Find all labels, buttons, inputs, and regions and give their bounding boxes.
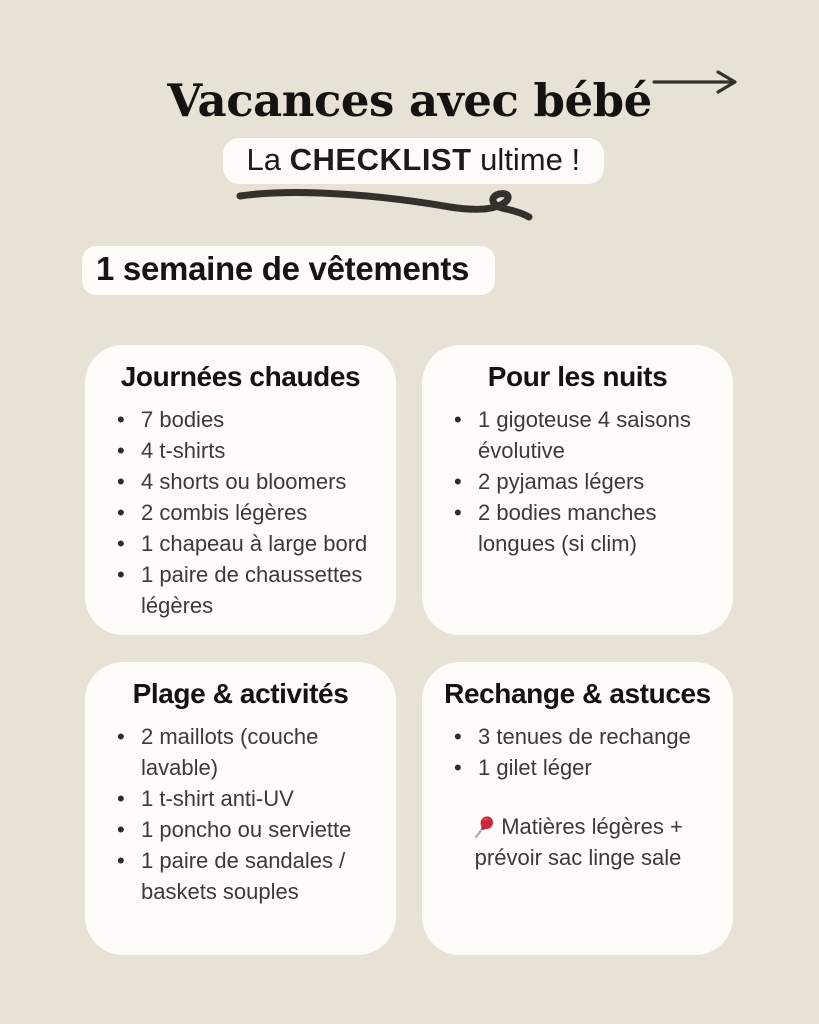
list-item-text: 4 shorts ou bloomers bbox=[141, 469, 347, 494]
list-item bbox=[454, 466, 715, 497]
subtitle-bold: CHECKLIST bbox=[289, 142, 472, 177]
list-item bbox=[117, 783, 378, 814]
list-item bbox=[454, 721, 715, 752]
subtitle-suffix: ultime ! bbox=[471, 142, 581, 177]
bullet-icon: • bbox=[117, 438, 125, 463]
bullet-icon: • bbox=[117, 848, 125, 873]
list-item bbox=[117, 814, 378, 845]
list-item-text: 1 chapeau à large bord bbox=[141, 531, 368, 556]
list-item bbox=[117, 466, 378, 497]
bullet-icon: • bbox=[454, 407, 462, 432]
list-item bbox=[454, 404, 715, 466]
list-item bbox=[117, 845, 378, 907]
list-item-text: 2 maillots (couche lavable) bbox=[141, 724, 319, 780]
bullet-icon: • bbox=[454, 755, 462, 780]
bullet-icon: • bbox=[117, 786, 125, 811]
list-item bbox=[117, 528, 378, 559]
list-item bbox=[117, 404, 378, 435]
card-item-list bbox=[440, 404, 715, 559]
list-item-text: 1 gigoteuse 4 saisons évolutive bbox=[478, 407, 691, 463]
bullet-icon: • bbox=[117, 469, 125, 494]
cards-grid bbox=[85, 345, 733, 955]
card-title: Pour les nuits bbox=[487, 361, 668, 392]
list-item-text: 1 paire de sandales / baskets souples bbox=[141, 848, 346, 904]
card-note-text: Matières légères + prévoir sac linge sale bbox=[474, 814, 683, 870]
list-item-text: 2 combis légères bbox=[141, 500, 308, 525]
list-item-text: 1 t-shirt anti-UV bbox=[141, 786, 294, 811]
bullet-icon: • bbox=[117, 724, 125, 749]
list-item bbox=[454, 752, 715, 783]
page-title: Vacances avec bébé bbox=[167, 74, 652, 127]
card-note bbox=[440, 811, 716, 873]
card-item-list bbox=[103, 404, 378, 621]
section-heading-pill: 1 semaine de vêtements bbox=[82, 246, 495, 295]
list-item-text: 2 bodies manches longues (si clim) bbox=[478, 500, 657, 556]
card-title: Journées chaudes bbox=[120, 361, 361, 392]
bullet-icon: • bbox=[454, 469, 462, 494]
list-item-text: 1 poncho ou serviette bbox=[141, 817, 352, 842]
card-item-list bbox=[103, 721, 378, 907]
bullet-icon: • bbox=[454, 500, 462, 525]
list-item bbox=[454, 497, 715, 559]
list-item bbox=[117, 559, 378, 621]
list-item-text: 2 pyjamas légers bbox=[478, 469, 645, 494]
card-title: Rechange & astuces bbox=[444, 678, 711, 709]
card-journees-chaudes bbox=[85, 345, 396, 635]
list-item-text: 3 tenues de rechange bbox=[478, 724, 691, 749]
list-item bbox=[117, 435, 378, 466]
list-item bbox=[117, 497, 378, 528]
list-item-text: 1 gilet léger bbox=[478, 755, 592, 780]
card-item-list bbox=[440, 721, 715, 783]
list-item-text: 1 paire de chaussettes légères bbox=[141, 562, 363, 618]
list-item-text: 4 t-shirts bbox=[141, 438, 226, 463]
bullet-icon: • bbox=[117, 817, 125, 842]
list-item-text: 7 bodies bbox=[141, 407, 225, 432]
bullet-icon: • bbox=[117, 531, 125, 556]
card-title: Plage & activités bbox=[132, 678, 349, 709]
subtitle-pill bbox=[223, 138, 605, 184]
list-item bbox=[117, 721, 378, 783]
bullet-icon: • bbox=[454, 724, 462, 749]
bullet-icon: • bbox=[117, 407, 125, 432]
card-plage-activites bbox=[85, 662, 396, 955]
card-rechange-astuces bbox=[422, 662, 733, 955]
bullet-icon: • bbox=[117, 562, 125, 587]
squiggle-underline-icon bbox=[232, 182, 534, 228]
subtitle-prefix: La bbox=[246, 142, 290, 177]
pushpin-icon bbox=[473, 815, 497, 839]
card-pour-les-nuits bbox=[422, 345, 733, 635]
bullet-icon: • bbox=[117, 500, 125, 525]
